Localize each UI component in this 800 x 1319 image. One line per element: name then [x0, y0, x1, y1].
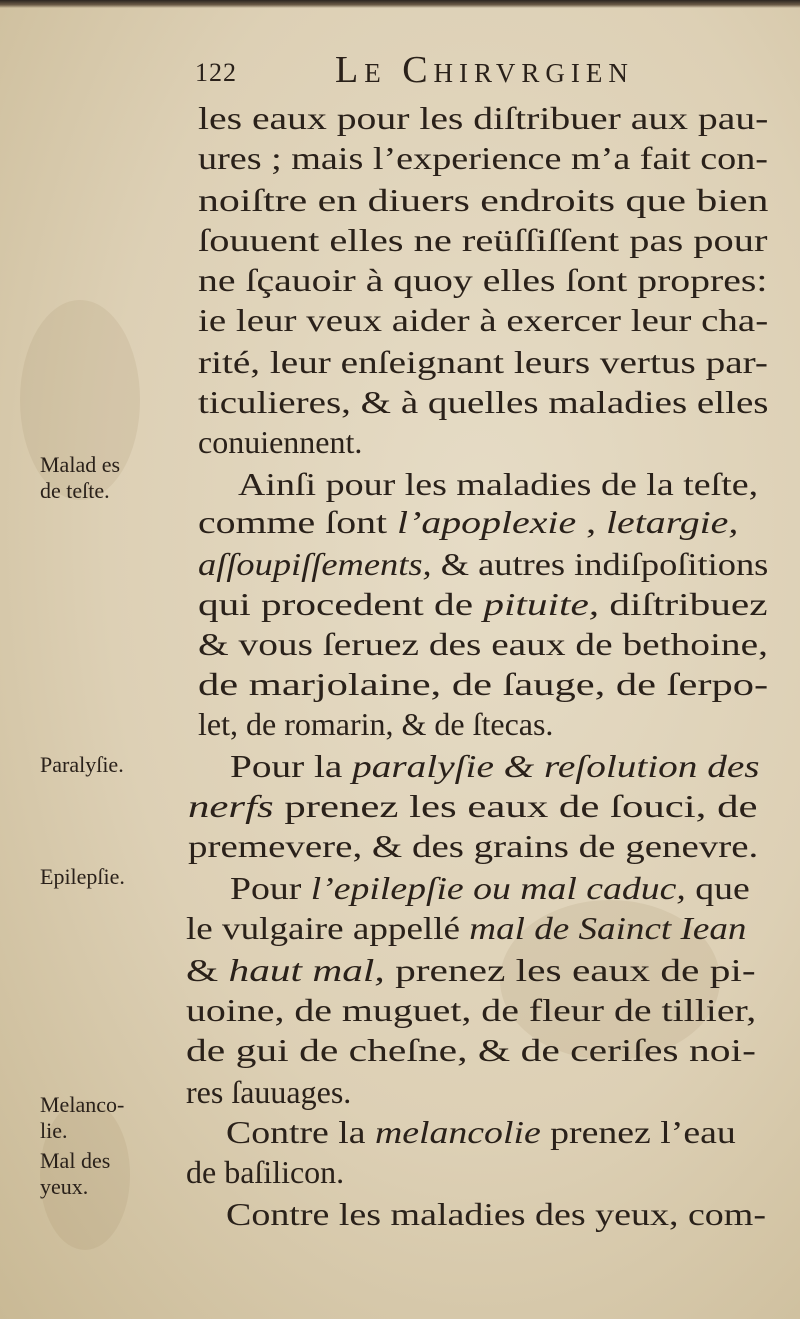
- page-number: 122: [195, 58, 237, 87]
- margin-note-line: de teſte.: [40, 478, 110, 503]
- page-top-edge: [0, 0, 800, 8]
- margin-note: [40, 1092, 124, 1144]
- text-line: Contre la melancolie prenez l’eau: [226, 1114, 736, 1150]
- margin-note-line: Mal des: [40, 1148, 111, 1173]
- text-line: conuiennent.: [198, 424, 363, 460]
- text-line: aſſoupiſſements, & autres indiſpoſitions: [198, 546, 769, 582]
- text-line: Pour l’epilepſie ou mal caduc, que: [230, 870, 750, 906]
- text-line: nerfs prenez les eaux de ſouci, de: [188, 788, 758, 824]
- text-line: ures ; mais l’experience m’a fait con-: [198, 140, 768, 176]
- margin-note: [40, 1148, 110, 1200]
- text-line: res ſauuages.: [186, 1074, 352, 1110]
- text-line: Ainſi pour les maladies de la teſte,: [238, 466, 759, 502]
- text-line: Contre les maladies des yeux, com-: [226, 1196, 766, 1232]
- text-line: les eaux pour les diſtribuer aux pau-: [198, 100, 769, 136]
- text-line: de marjolaine, de ſauge, de ſerpo-: [198, 666, 769, 702]
- text-line: ne ſçauoir à quoy elles ſont propres:: [198, 262, 768, 298]
- margin-note: [40, 864, 125, 890]
- text-line: & vous ſeruez des eaux de bethoine,: [198, 626, 768, 662]
- text-line: uoine, de muguet, de fleur de tillier,: [186, 992, 757, 1028]
- margin-note-line: Malad es: [40, 452, 121, 477]
- text-line: le vulgaire appellé mal de Sainct Iean: [186, 910, 747, 946]
- text-line: qui procedent de pituite, diſtribuez: [198, 586, 768, 622]
- text-line: premevere, & des grains de genevre.: [188, 828, 759, 864]
- text-line: de baſilicon.: [186, 1154, 345, 1190]
- text-line: rité, leur enſeignant leurs vertus par-: [198, 344, 768, 380]
- margin-note-line: lie.: [40, 1118, 68, 1143]
- text-line: ticulieres, & à quelles maladies elles: [198, 384, 769, 420]
- margin-note-line: Melanco-: [40, 1092, 125, 1117]
- page-header: [195, 48, 715, 96]
- text-line: ſouuent elles ne reüſſiſſent pas pour: [198, 222, 768, 258]
- text-line: de gui de cheſne, & de ceriſes noi-: [186, 1032, 756, 1068]
- text-line: ie leur veux aider à exercer leur cha-: [198, 302, 769, 338]
- text-line: comme ſont l’apoplexie , letargie,: [198, 504, 739, 540]
- text-line: let, de romarin, & de ſtecas.: [198, 706, 554, 742]
- text-line: Pour la paralyſie & reſolution des: [230, 748, 760, 784]
- margin-note-line: Epilepſie.: [40, 864, 125, 889]
- margin-note: [40, 752, 124, 778]
- text-line: & haut mal, prenez les eaux de pi-: [186, 952, 756, 988]
- margin-note-line: yeux.: [40, 1174, 89, 1199]
- margin-note: [40, 452, 120, 504]
- running-head: Le Chirvrgien: [335, 49, 634, 91]
- text-line: noiſtre en diuers endroits que bien: [198, 182, 769, 218]
- margin-note-line: Paralyſie.: [40, 752, 124, 777]
